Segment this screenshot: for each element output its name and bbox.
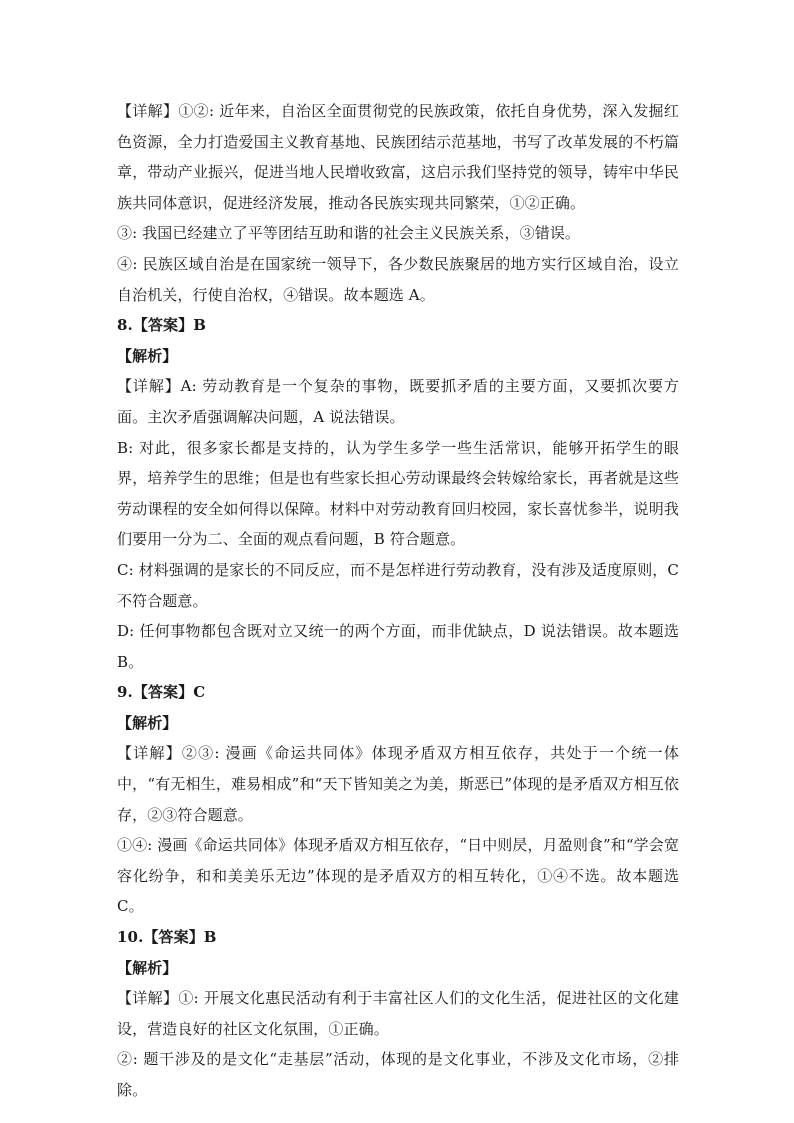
explanation-paragraph: 【详解】②③: 漫画《命运共同体》体现矛盾双方相互依存，共处于一个统一体中，“有无相生，难易相成”和“天下皆知美之为美，斯恶已”体现的是矛盾双方相互依存，②③符合题意。 (117, 744, 679, 824)
explanation-paragraph: ③: 我国已经建立了平等团结互助和谐的社会主义民族关系，③错误。 (117, 224, 581, 243)
analysis-heading-8: 【解析】 (117, 346, 178, 365)
explanation-paragraph: 【详解】A: 劳动教育是一个复杂的事物，既要抓矛盾的主要方面，又要抓次要方面。主次矛盾强调解决问题，A 说法错误。 (117, 377, 679, 426)
document-page (117, 96, 679, 1106)
answer-heading-10: 10.【答案】B (117, 928, 217, 947)
answer-heading-9: 9.【答案】C (117, 683, 206, 702)
explanation-paragraph: C: 材料强调的是家长的不同反应，而不是怎样进行劳动教育，没有涉及适度原则，C 不符合题意。 (117, 560, 679, 610)
explanation-paragraph: ②: 题干涉及的是文化“走基层”活动，体现的是文化事业，不涉及文化市场，②排除。 (117, 1050, 679, 1099)
answer-heading-8: 8.【答案】B (117, 316, 207, 335)
explanation-paragraph: ①④: 漫画《命运共同体》体现矛盾双方相互依存，“日中则昃，月盈则食”和“学会宽容化纷争，和和美美乐无边”体现的是矛盾双方的相互转化，①④不选。故本题选 C。 (117, 836, 679, 916)
analysis-heading-9: 【解析】 (117, 713, 178, 732)
explanation-paragraph: ④: 民族区域自治是在国家统一领导下，各少数民族聚居的地方实行区域自治，设立自治机关，行使自治权，④错误。故本题选 A。 (117, 254, 679, 304)
explanation-paragraph: 【详解】①: 开展文化惠民活动有利于丰富社区人们的文化生活，促进社区的文化建设，营造良好的社区文化氛围，①正确。 (117, 989, 679, 1038)
explanation-paragraph: 【详解】①②: 近年来，自治区全面贯彻党的民族政策，依托自身优势，深入发掘红色资源，全力打造爱国主义教育基地、民族团结示范基地，书写了改革发展的不朽篇章，带动产业振兴，促进当地人民增收致富，这启示我们坚持党的领导，铸牢中华民族共同体意识，促进经济发展，推动各民族实现共同繁荣，①②正确。 (117, 102, 679, 212)
explanation-paragraph: B: 对此，很多家长都是支持的，认为学生多学一些生活常识，能够开拓学生的眼界，培养学生的思维；但是也有些家长担心劳动课最终会转嫁给家长，再者就是这些劳动课程的安全如何得以保障。材料中对劳动教育回归校园，家长喜忧参半，说明我们要用一分为二、全面的观点看问题，B 符合题意。 (117, 438, 679, 549)
analysis-heading-10: 【解析】 (117, 958, 178, 977)
explanation-paragraph: D: 任何事物都包含既对立又统一的两个方面，而非优缺点，D 说法错误。故本题选 B。 (117, 622, 679, 671)
